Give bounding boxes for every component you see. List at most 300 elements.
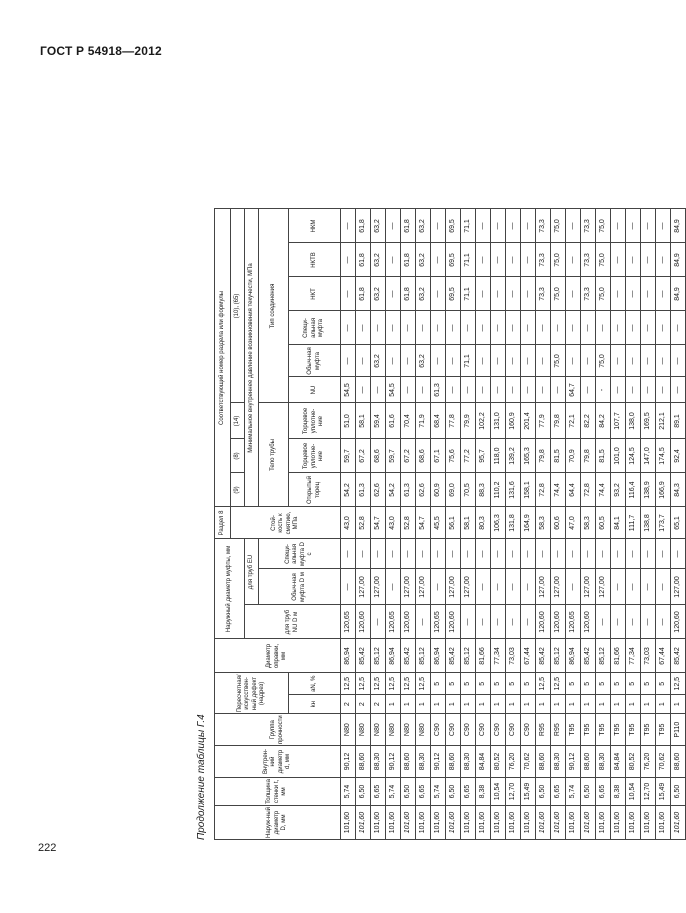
table-cell: — (431, 311, 446, 345)
table-cell: — (641, 377, 656, 403)
table-cell: 88,60 (536, 746, 551, 778)
table-cell: 88,30 (461, 746, 476, 778)
table-cell: 131,8 (506, 507, 521, 539)
table-cell: — (656, 377, 671, 403)
table-cell: 81,66 (611, 639, 626, 673)
table-cell: 73,3 (536, 277, 551, 311)
table-cell: — (521, 243, 536, 277)
table-cell: 85,12 (551, 639, 566, 673)
table-cell: T95 (596, 714, 611, 746)
table-cell: 1 (491, 694, 506, 713)
table-cell: 54,5 (386, 377, 401, 403)
table-cell: 5,74 (566, 778, 581, 806)
table-cell: 10,54 (491, 778, 506, 806)
table-cell: 6,50 (581, 778, 596, 806)
col-f14: (14) (231, 403, 245, 439)
table-cell: 131,0 (491, 403, 506, 439)
table-cell: — (641, 569, 656, 605)
table-cell: — (461, 605, 476, 639)
table-cell: — (446, 311, 461, 345)
col-outer-diameter: Наруж-ный диаметр D, мм (215, 806, 341, 840)
table-cell: — (671, 311, 686, 345)
table-cell: 120,65 (341, 605, 356, 639)
table-cell: — (671, 345, 686, 377)
col-nu: NU (289, 377, 341, 403)
table-cell: 75,0 (596, 345, 611, 377)
table-cell: 77,2 (461, 439, 476, 473)
table-cell: 63,2 (371, 243, 386, 277)
table-cell: — (566, 569, 581, 605)
table-cell: — (671, 377, 686, 403)
col-coupling-header: Наружный диаметр муфты, мм (215, 539, 245, 639)
table-cell: 72,8 (581, 473, 596, 507)
table-cell: 5,74 (431, 778, 446, 806)
table-cell: 5 (506, 673, 521, 695)
table-cell: 71,9 (416, 403, 431, 439)
table-cell: 12,70 (641, 778, 656, 806)
table-cell: 59,4 (371, 403, 386, 439)
table-cell: 73,3 (581, 209, 596, 243)
table-cell: 2 (341, 694, 356, 713)
col-f9: (9) (231, 473, 245, 507)
table-head (215, 209, 341, 840)
table-cell: 101,60 (401, 806, 416, 840)
table-cell: 95,7 (476, 439, 491, 473)
table-cell: 85,42 (536, 639, 551, 673)
table-cell: 84,2 (596, 403, 611, 439)
table-cell: 127,00 (356, 569, 371, 605)
col-internal-header: Минимальное внутреннее давление возникновения текучести, МПа (245, 209, 259, 507)
table-row (401, 209, 416, 840)
table-cell: — (626, 605, 641, 639)
table-cell: C90 (491, 714, 506, 746)
table-cell: 5 (491, 673, 506, 695)
table-cell: 60,9 (431, 473, 446, 507)
table-cell: 101,60 (536, 806, 551, 840)
table-cell: — (581, 539, 596, 569)
table-cell: — (506, 605, 521, 639)
table-cell: — (431, 345, 446, 377)
table-cell: N80 (356, 714, 371, 746)
table-cell: 120,60 (446, 605, 461, 639)
table-cell: 59,7 (386, 439, 401, 473)
table-cell: — (506, 539, 521, 569)
table-cell: 81,5 (551, 439, 566, 473)
table-cell: — (536, 311, 551, 345)
table-cell: 1 (446, 694, 461, 713)
table-cell: 124,5 (626, 439, 641, 473)
table-cell: 101,60 (506, 806, 521, 840)
table-cell: 5,74 (341, 778, 356, 806)
table-cell: — (551, 311, 566, 345)
table-cell: — (476, 311, 491, 345)
table-cell: — (581, 311, 596, 345)
page-number: 222 (38, 842, 57, 854)
table-cell: — (626, 377, 641, 403)
table-cell: 67,44 (521, 639, 536, 673)
table-cell: 88,60 (446, 746, 461, 778)
table-cell: 71,1 (461, 243, 476, 277)
table-row (521, 209, 536, 840)
table-cell: 5,74 (386, 778, 401, 806)
table-cell: 101,60 (446, 806, 461, 840)
table-cell: — (521, 539, 536, 569)
table-cell: 75,0 (551, 345, 566, 377)
document-header: ГОСТ Р 54918—2012 (40, 44, 162, 58)
table-cell: — (371, 539, 386, 569)
table-cell: — (356, 345, 371, 377)
rotated-table-block (196, 80, 681, 840)
table-cell: 54,2 (386, 473, 401, 507)
table-row (356, 209, 371, 840)
table-cell: 5 (626, 673, 641, 695)
col-wall: Толщина стенки t, мм (215, 778, 341, 806)
table-cell: 61,3 (431, 377, 446, 403)
table-cell: 1 (401, 694, 416, 713)
table-cell: — (521, 311, 536, 345)
table-cell: — (446, 377, 461, 403)
table-cell: 58,3 (581, 507, 596, 539)
table-cell: — (491, 605, 506, 639)
table-cell: 6,50 (446, 778, 461, 806)
table-cell: — (536, 345, 551, 377)
table-cell: — (401, 311, 416, 345)
table-row (596, 209, 611, 840)
table-cell: 160,9 (506, 403, 521, 439)
table-cell: — (431, 243, 446, 277)
table-cell: — (491, 345, 506, 377)
table-cell: 101,60 (386, 806, 401, 840)
table-cell: 1 (461, 694, 476, 713)
table-cell: 71,1 (461, 209, 476, 243)
table-cell: 68,6 (416, 439, 431, 473)
table-cell: 2 (356, 694, 371, 713)
table-cell: T95 (641, 714, 656, 746)
table-cell: 120,60 (581, 605, 596, 639)
table-cell: — (611, 605, 626, 639)
table-cell: 63,2 (416, 345, 431, 377)
table-cell: — (356, 311, 371, 345)
table-cell: 84,84 (611, 746, 626, 778)
table-cell: — (341, 209, 356, 243)
table-cell: 65,1 (671, 507, 686, 539)
table-cell: 85,12 (461, 639, 476, 673)
table-cell: 120,65 (566, 605, 581, 639)
table-cell: 61,3 (401, 473, 416, 507)
col-ratio-header: Пересчетная/ искусствен-ный дефект (надрез) (215, 673, 289, 714)
table-cell: 82,2 (581, 403, 596, 439)
table-cell: — (656, 539, 671, 569)
table-cell: 12,5 (536, 673, 551, 695)
table-cell: — (491, 377, 506, 403)
table-cell: — (341, 277, 356, 311)
table-cell: — (596, 605, 611, 639)
table-cell: — (656, 311, 671, 345)
table-cell: 75,0 (596, 243, 611, 277)
table-cell: 101,0 (611, 439, 626, 473)
table-cell: 74,4 (596, 473, 611, 507)
table-cell: 5 (611, 673, 626, 695)
table-cell: 81,66 (476, 639, 491, 673)
table-cell: 212,1 (656, 403, 671, 439)
col-sealed-end: Торцевое уплотне-ние (289, 439, 341, 473)
table-cell: — (521, 605, 536, 639)
col-sealed-end-2: Торцевое уплотне-ние (289, 403, 341, 439)
table-cell: 131,6 (506, 473, 521, 507)
table-cell: — (536, 539, 551, 569)
table-cell: 88,3 (476, 473, 491, 507)
table-cell: 92,4 (671, 439, 686, 473)
table-cell: 120,60 (671, 605, 686, 639)
table-row (566, 209, 581, 840)
table-cell: 68,4 (431, 403, 446, 439)
table-cell: 127,00 (401, 569, 416, 605)
table-cell: 5 (476, 673, 491, 695)
table-cell: — (581, 345, 596, 377)
table-cell: — (491, 311, 506, 345)
table-cell: — (641, 277, 656, 311)
table-cell: 110,2 (491, 473, 506, 507)
table-cell: — (401, 345, 416, 377)
table-cell: — (416, 605, 431, 639)
table-cell: 77,34 (626, 639, 641, 673)
table-cell: 101,60 (566, 806, 581, 840)
table-cell: — (506, 243, 521, 277)
table-cell: 85,12 (416, 639, 431, 673)
table-cell: 84,9 (671, 277, 686, 311)
table-cell: — (656, 243, 671, 277)
table-cell: — (371, 377, 386, 403)
table-cell: 107,7 (611, 403, 626, 439)
table-cell: — (506, 277, 521, 311)
table-cell: 85,42 (446, 639, 461, 673)
table-cell: — (611, 243, 626, 277)
table-cell: 61,8 (401, 277, 416, 311)
col-f10: (10), (65) (231, 209, 245, 403)
table-cell: — (431, 569, 446, 605)
table-cell: 106,3 (491, 507, 506, 539)
table-cell: — (476, 539, 491, 569)
table-cell: 12,5 (551, 673, 566, 695)
table-cell: — (506, 569, 521, 605)
table-cell: 67,1 (431, 439, 446, 473)
table-cell: 5 (641, 673, 656, 695)
table-cell: — (386, 311, 401, 345)
table-cell: 5 (596, 673, 611, 695)
col-drift: Диаметр оправки, мм (215, 639, 341, 673)
table-cell: 12,5 (371, 673, 386, 695)
table-cell: — (566, 345, 581, 377)
table-cell: N80 (416, 714, 431, 746)
table-cell: 12,70 (506, 778, 521, 806)
table-cell: 12,5 (671, 673, 686, 695)
table-cell: T95 (656, 714, 671, 746)
table-cell: 2 (371, 694, 386, 713)
table-cell: T95 (626, 714, 641, 746)
table-cell: — (476, 243, 491, 277)
col-eu-std: Обыч-ная муфта D м (259, 569, 341, 605)
col-open-end: Открытый торец (289, 473, 341, 507)
col-section: Раздел 8 (215, 507, 231, 539)
table-cell: — (461, 539, 476, 569)
table-cell: — (446, 539, 461, 569)
table-cell: — (656, 605, 671, 639)
table-cell: 70,62 (656, 746, 671, 778)
table-cell: 58,3 (536, 507, 551, 539)
table-cell: 101,60 (416, 806, 431, 840)
table-cell: 85,12 (371, 639, 386, 673)
table-row (536, 209, 551, 840)
table-cell: 12,5 (356, 673, 371, 695)
table-cell: 101,60 (581, 806, 596, 840)
table-cell: 45,5 (431, 507, 446, 539)
table-cell: 58,1 (461, 507, 476, 539)
table-cell: 5 (431, 673, 446, 695)
table-cell: 79,8 (581, 439, 596, 473)
table-cell: — (521, 209, 536, 243)
table-cell: 102,2 (476, 403, 491, 439)
table-row (491, 209, 506, 840)
table-cell: — (386, 243, 401, 277)
col-coupling-type: Тип соединения (259, 209, 289, 403)
table-cell: 1 (386, 694, 401, 713)
table-cell: — (476, 345, 491, 377)
table-row (341, 209, 356, 840)
table-cell: 90,12 (566, 746, 581, 778)
table-cell: 75,0 (551, 209, 566, 243)
table-cell: 1 (506, 694, 521, 713)
table-cell: 54,7 (416, 507, 431, 539)
table-cell: — (491, 539, 506, 569)
table-cell: 90,12 (341, 746, 356, 778)
table-cell: — (491, 243, 506, 277)
table-cell: 60,5 (596, 507, 611, 539)
table-cell: 77,9 (536, 403, 551, 439)
table-row (506, 209, 521, 840)
table-cell: 51,0 (341, 403, 356, 439)
table-cell: 101,60 (341, 806, 356, 840)
table-cell: 5 (461, 673, 476, 695)
table-cell: — (566, 209, 581, 243)
table-cell: — (611, 277, 626, 311)
table-cell: 15,49 (521, 778, 536, 806)
table-cell: 80,52 (491, 746, 506, 778)
table-cell: 127,00 (596, 569, 611, 605)
table-cell: 1 (581, 694, 596, 713)
table-cell: 88,30 (416, 746, 431, 778)
table-cell: 6,50 (536, 778, 551, 806)
table-cell: — (476, 569, 491, 605)
table-cell: — (341, 311, 356, 345)
col-eu-spc: Специ-альная муфта (289, 311, 341, 345)
table-row (416, 209, 431, 840)
table-cell: 64,4 (566, 473, 581, 507)
table-cell: 90,12 (386, 746, 401, 778)
table-cell: 6,50 (401, 778, 416, 806)
table-cell: 89,1 (671, 403, 686, 439)
table-cell: 80,3 (476, 507, 491, 539)
table-cell: 75,0 (596, 209, 611, 243)
col-kn: kн (289, 694, 341, 713)
table-cell: 164,9 (521, 507, 536, 539)
table-cell: 63,2 (371, 209, 386, 243)
table-cell: 201,4 (521, 403, 536, 439)
table-cell: 84,84 (476, 746, 491, 778)
table-cell: — (656, 277, 671, 311)
table-cell: 120,60 (536, 605, 551, 639)
table-cell: 70,62 (521, 746, 536, 778)
table-cell: 8,38 (476, 778, 491, 806)
table-cell: 67,2 (356, 439, 371, 473)
table-cell: 43,0 (341, 507, 356, 539)
table-cell: 73,3 (581, 243, 596, 277)
table-cell: 54,7 (371, 507, 386, 539)
table-cell: 101,60 (671, 806, 686, 840)
table-cell: — (371, 311, 386, 345)
table-cell: 61,8 (356, 243, 371, 277)
table-cell: 73,03 (641, 639, 656, 673)
col-an: aN, % (289, 673, 341, 695)
table-cell: 127,00 (461, 569, 476, 605)
table-cell: P110 (671, 714, 686, 746)
table-cell: 69,0 (446, 473, 461, 507)
table-cell: 6,65 (416, 778, 431, 806)
table-cell: — (341, 539, 356, 569)
table-cell: — (581, 377, 596, 403)
table-cell: — (416, 377, 431, 403)
table-cell: — (626, 311, 641, 345)
table-cell: 73,3 (581, 277, 596, 311)
table-cell: C90 (506, 714, 521, 746)
table-cell: 84,3 (671, 473, 686, 507)
table-cell: 63,2 (416, 243, 431, 277)
table-cell: 5 (656, 673, 671, 695)
table-cell: 120,60 (551, 605, 566, 639)
table-cell: 127,00 (371, 569, 386, 605)
table-cell: 61,8 (356, 209, 371, 243)
table-cell: C90 (431, 714, 446, 746)
table-cell: — (656, 569, 671, 605)
table-cell: N80 (401, 714, 416, 746)
table-cell: 1 (656, 694, 671, 713)
table-cell: 84,9 (671, 243, 686, 277)
table-body (341, 209, 686, 840)
table-cell: — (461, 311, 476, 345)
table-cell: — (656, 345, 671, 377)
table-cell: T95 (566, 714, 581, 746)
table-cell: 73,3 (536, 243, 551, 277)
table-cell: 75,0 (551, 277, 566, 311)
table-cell: 12,5 (416, 673, 431, 695)
table-cell: 111,7 (626, 507, 641, 539)
table-cell: — (386, 569, 401, 605)
table-cell: T95 (581, 714, 596, 746)
table-cell: — (521, 345, 536, 377)
table-cell: — (611, 209, 626, 243)
table-cell: 127,00 (536, 569, 551, 605)
table-cell: — (671, 539, 686, 569)
table-cell: 5 (521, 673, 536, 695)
table-cell: — (371, 605, 386, 639)
col-pipe-body: Тело трубы (259, 403, 289, 507)
table-cell: 147,0 (641, 439, 656, 473)
table-cell: 85,42 (356, 639, 371, 673)
data-table (214, 208, 686, 840)
table-cell: 127,00 (446, 569, 461, 605)
table-cell: 101,60 (491, 806, 506, 840)
table-cell: 52,8 (401, 507, 416, 539)
table-cell: 174,5 (656, 439, 671, 473)
